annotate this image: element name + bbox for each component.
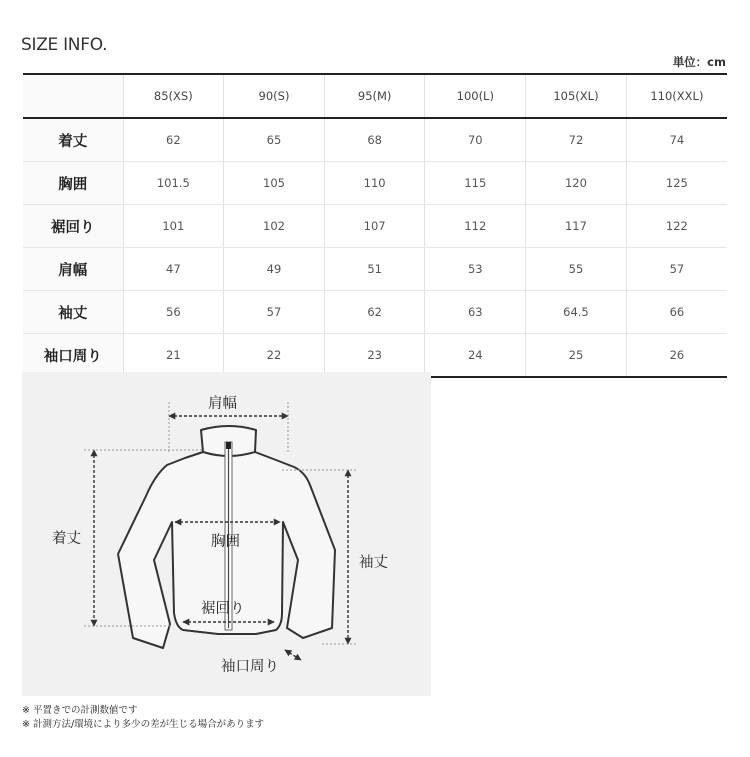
row-label: 袖丈 bbox=[23, 291, 123, 334]
table-cell: 63 bbox=[425, 291, 526, 334]
row-label: 裾回り bbox=[23, 205, 123, 248]
table-cell: 25 bbox=[526, 334, 627, 378]
size-header-row bbox=[23, 74, 727, 118]
size-column-header: 105(XL) bbox=[526, 74, 627, 118]
table-cell: 125 bbox=[626, 162, 727, 205]
cuff-label: 袖口周り bbox=[221, 659, 279, 675]
table-cell: 101.5 bbox=[123, 162, 224, 205]
table-cell: 22 bbox=[224, 334, 325, 378]
table-cell: 66 bbox=[626, 291, 727, 334]
table-cell: 70 bbox=[425, 118, 526, 162]
table-cell: 105 bbox=[224, 162, 325, 205]
table-cell: 24 bbox=[425, 334, 526, 378]
unit-label: 単位：cm bbox=[672, 55, 726, 69]
table-cell: 47 bbox=[123, 248, 224, 291]
table-row bbox=[23, 162, 727, 205]
table-cell: 62 bbox=[123, 118, 224, 162]
note-flat-measurement: ※ 平置きでの計測数値です bbox=[22, 705, 138, 716]
table-cell: 65 bbox=[224, 118, 325, 162]
row-label: 着丈 bbox=[23, 118, 123, 162]
table-cell: 102 bbox=[224, 205, 325, 248]
size-column-header: 100(L) bbox=[425, 74, 526, 118]
table-cell: 23 bbox=[324, 334, 425, 378]
table-row bbox=[23, 118, 727, 162]
size-column-header: 90(S) bbox=[224, 74, 325, 118]
table-cell: 62 bbox=[324, 291, 425, 334]
size-column-header: 95(M) bbox=[324, 74, 425, 118]
shoulder-label: 肩幅 bbox=[208, 396, 237, 412]
size-column-header: 110(XXL) bbox=[626, 74, 727, 118]
row-label: 袖口周り bbox=[23, 334, 123, 378]
length-label: 着丈 bbox=[52, 531, 81, 547]
table-cell: 26 bbox=[626, 334, 727, 378]
hem-label: 裾回り bbox=[201, 601, 245, 617]
chest-label: 胸囲 bbox=[211, 534, 240, 550]
table-cell: 56 bbox=[123, 291, 224, 334]
table-cell: 64.5 bbox=[526, 291, 627, 334]
note-measurement-variance: ※ 計測方法/環境により多少の差が生じる場合があります bbox=[22, 719, 265, 730]
measurement-diagram bbox=[22, 372, 431, 696]
table-cell: 55 bbox=[526, 248, 627, 291]
header-corner bbox=[23, 74, 123, 118]
size-column-header: 85(XS) bbox=[123, 74, 224, 118]
row-label: 胸囲 bbox=[23, 162, 123, 205]
table-cell: 107 bbox=[324, 205, 425, 248]
table-cell: 72 bbox=[526, 118, 627, 162]
table-cell: 112 bbox=[425, 205, 526, 248]
table-row bbox=[23, 248, 727, 291]
table-cell: 68 bbox=[324, 118, 425, 162]
row-label: 肩幅 bbox=[23, 248, 123, 291]
table-cell: 51 bbox=[324, 248, 425, 291]
table-cell: 101 bbox=[123, 205, 224, 248]
page-title: SIZE INFO. bbox=[21, 35, 108, 55]
table-cell: 74 bbox=[626, 118, 727, 162]
table-cell: 49 bbox=[224, 248, 325, 291]
table-row bbox=[23, 291, 727, 334]
sleeve-label: 袖丈 bbox=[359, 555, 388, 571]
table-cell: 110 bbox=[324, 162, 425, 205]
table-row bbox=[23, 205, 727, 248]
table-cell: 117 bbox=[526, 205, 627, 248]
table-cell: 115 bbox=[425, 162, 526, 205]
table-cell: 57 bbox=[224, 291, 325, 334]
table-cell: 122 bbox=[626, 205, 727, 248]
size-table bbox=[23, 73, 727, 378]
table-cell: 57 bbox=[626, 248, 727, 291]
table-row bbox=[23, 334, 727, 378]
table-cell: 21 bbox=[123, 334, 224, 378]
table-cell: 53 bbox=[425, 248, 526, 291]
cuff-arrow bbox=[285, 650, 301, 660]
table-cell: 120 bbox=[526, 162, 627, 205]
